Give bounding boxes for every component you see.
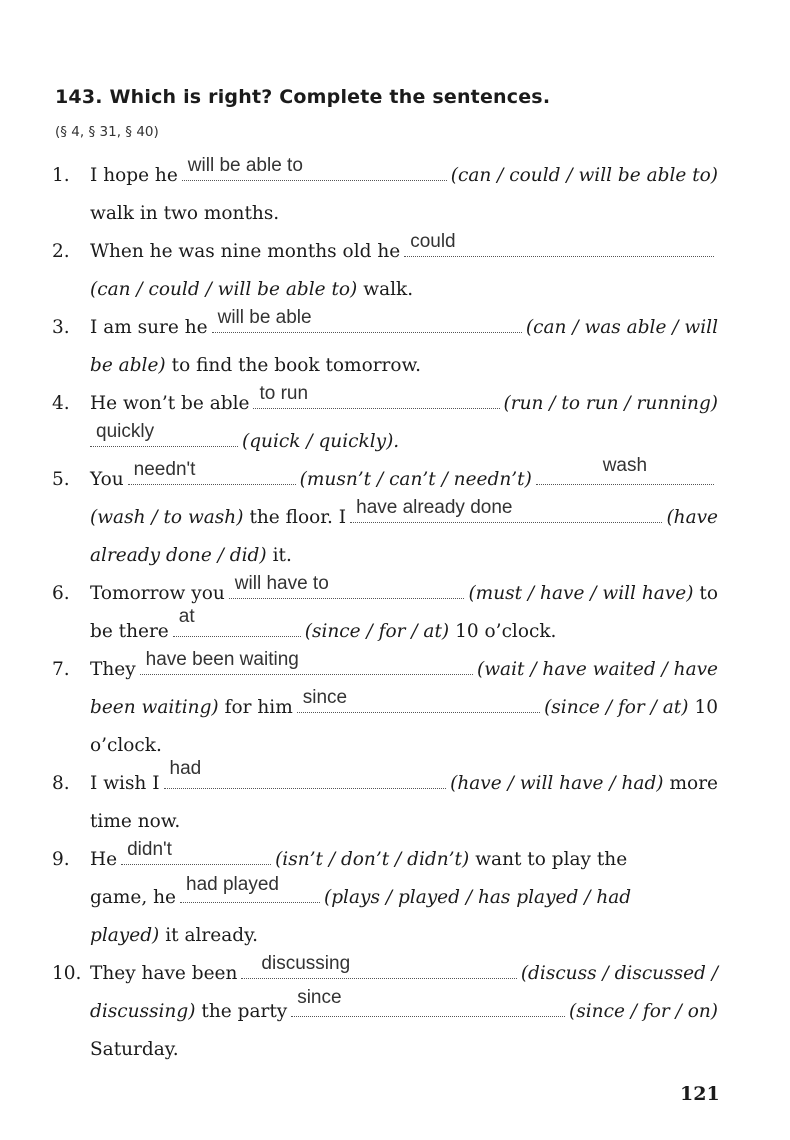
item-number: 9. — [52, 849, 70, 870]
answer-blank[interactable] — [90, 421, 238, 447]
options: (quick / quickly). — [242, 431, 400, 452]
sentence-text: I wish I — [90, 773, 160, 794]
item-9-line-2 — [52, 874, 718, 913]
handwritten-answer: since — [297, 987, 342, 1008]
sentence-text: it. — [272, 545, 292, 566]
answer-blank[interactable] — [350, 497, 662, 523]
options: (wait / have waited / have — [477, 659, 718, 680]
item-number: 6. — [52, 583, 70, 604]
handwritten-answer: discussing — [261, 953, 351, 974]
handwritten-answer: at — [178, 606, 195, 627]
sentence-text: 10 — [694, 697, 718, 718]
answer-blank[interactable] — [241, 953, 516, 979]
sentence-text: I am sure he — [90, 317, 208, 338]
item-number: 10. — [52, 963, 82, 984]
options: (run / to run / running) — [503, 393, 718, 414]
item-2-line-2 — [52, 275, 718, 305]
sentence-text: walk in two months. — [90, 203, 280, 224]
handwritten-answer: could — [410, 231, 456, 252]
handwritten-answer: will be able — [217, 307, 312, 328]
item-7-line-2 — [52, 687, 718, 723]
sentence-text: for him — [224, 697, 293, 718]
sentence-text: o’clock. — [90, 735, 162, 756]
sentence-text: be there — [90, 621, 169, 642]
sentence-text: 10 o’clock. — [455, 621, 557, 642]
sentence-text: the floor. I — [249, 507, 347, 528]
options: (can / was able / will — [525, 317, 718, 338]
answer-blank[interactable] — [212, 307, 522, 333]
options: (can / could / will be able to) — [90, 279, 358, 300]
answer-blank[interactable] — [229, 573, 465, 599]
item-8-line-1 — [52, 758, 718, 799]
options: (since / for / on) — [569, 1001, 718, 1022]
item-7-line-3 — [52, 731, 718, 761]
handwritten-answer: to run — [259, 383, 309, 404]
options: (must / have / will have) — [468, 583, 694, 604]
answer-blank[interactable] — [140, 649, 473, 675]
handwritten-answer: didn't — [127, 839, 172, 860]
sentence-text: You — [90, 469, 124, 490]
sentence-text: They have been — [90, 963, 238, 984]
answer-blank[interactable] — [121, 839, 271, 865]
sentence-text: Saturday. — [90, 1039, 179, 1060]
item-10-line-2 — [52, 987, 718, 1027]
item-10-line-1 — [52, 953, 718, 989]
options: (have / will have / had) — [450, 773, 664, 794]
answer-blank[interactable] — [180, 874, 320, 903]
handwritten-answer: have been waiting — [145, 649, 299, 670]
handwritten-answer: wash — [602, 455, 648, 476]
item-5-line-2 — [52, 497, 718, 533]
sentence-text: time now. — [90, 811, 181, 832]
answer-blank[interactable] — [253, 383, 499, 409]
options: be able) — [90, 355, 166, 376]
item-3-line-2 — [52, 351, 718, 381]
sentence-text: it already. — [165, 925, 258, 946]
sentence-text: more — [669, 773, 718, 794]
sentence-text: They — [90, 659, 136, 680]
handwritten-answer: will have to — [234, 573, 329, 594]
options: (musn’t / can’t / needn’t) — [299, 469, 532, 490]
answer-blank[interactable] — [291, 987, 565, 1017]
handwritten-answer: quickly — [96, 421, 155, 442]
item-number: 3. — [52, 317, 70, 338]
answer-blank[interactable] — [536, 455, 714, 485]
item-8-line-2 — [52, 807, 718, 837]
options: (plays / played / has played / had — [324, 887, 632, 908]
options: (isn’t / don’t / didn’t) — [275, 849, 470, 870]
grammar-references: (§ 4, § 31, § 40) — [55, 124, 159, 140]
sentence-text: He — [90, 849, 118, 870]
item-number: 8. — [52, 773, 70, 794]
sentence-text: When he was nine months old he — [90, 241, 401, 262]
item-5-line-1 — [52, 455, 718, 495]
options: (since / for / at) — [544, 697, 689, 718]
sentence-text: walk. — [363, 279, 414, 300]
handwritten-answer: had played — [186, 874, 279, 895]
sentence-text: Tomorrow you — [90, 583, 225, 604]
answer-blank[interactable] — [164, 758, 447, 789]
options: been waiting) — [90, 697, 219, 718]
handwritten-answer: will be able to — [187, 155, 303, 176]
options: (since / for / at) — [304, 621, 450, 642]
sentence-text: I hope he — [90, 165, 178, 186]
sentence-text: game, he — [90, 887, 176, 908]
answer-blank[interactable] — [173, 606, 301, 637]
options: (can / could / will be able to) — [450, 165, 718, 186]
item-2-line-1 — [52, 231, 718, 267]
item-number: 4. — [52, 393, 70, 414]
options: (wash / to wash) — [90, 507, 244, 528]
item-number: 2. — [52, 241, 70, 262]
options: already done / did) — [90, 545, 267, 566]
item-9-line-1 — [52, 839, 718, 875]
handwritten-answer: have already done — [356, 497, 513, 518]
item-10-line-3 — [52, 1035, 718, 1065]
options: discussing) — [90, 1001, 196, 1022]
sentence-text: He won’t be able — [90, 393, 250, 414]
sentence-text: the party — [201, 1001, 288, 1022]
item-9-line-3 — [52, 921, 718, 951]
item-4-line-2 — [52, 421, 718, 457]
options: played) — [90, 925, 160, 946]
exercise-title: 143. Which is right? Complete the sentences. — [55, 86, 551, 108]
item-6-line-2 — [52, 606, 718, 647]
item-number: 5. — [52, 469, 70, 490]
item-4-line-1 — [52, 383, 718, 419]
answer-blank[interactable] — [404, 231, 714, 257]
sentence-text: to — [699, 583, 718, 604]
item-6-line-1 — [52, 573, 718, 609]
sentence-text: to find the book tomorrow. — [171, 355, 422, 376]
handwritten-answer: had — [169, 758, 202, 779]
options: (discuss / discussed / — [520, 963, 718, 984]
page-number: 121 — [680, 1083, 720, 1105]
options: (have — [666, 507, 718, 528]
item-number: 1. — [52, 165, 70, 186]
answer-blank[interactable] — [182, 155, 447, 181]
handwritten-answer: needn't — [133, 459, 196, 480]
item-number: 7. — [52, 659, 70, 680]
item-1-line-1 — [52, 155, 718, 191]
item-1-line-2 — [52, 199, 718, 229]
sentence-text: want to play the — [475, 849, 628, 870]
item-7-line-1 — [52, 649, 718, 685]
answer-blank[interactable] — [297, 687, 540, 713]
item-5-line-3 — [52, 541, 718, 571]
handwritten-answer: since — [302, 687, 348, 708]
item-3-line-1 — [52, 307, 718, 343]
answer-blank[interactable] — [128, 459, 296, 485]
